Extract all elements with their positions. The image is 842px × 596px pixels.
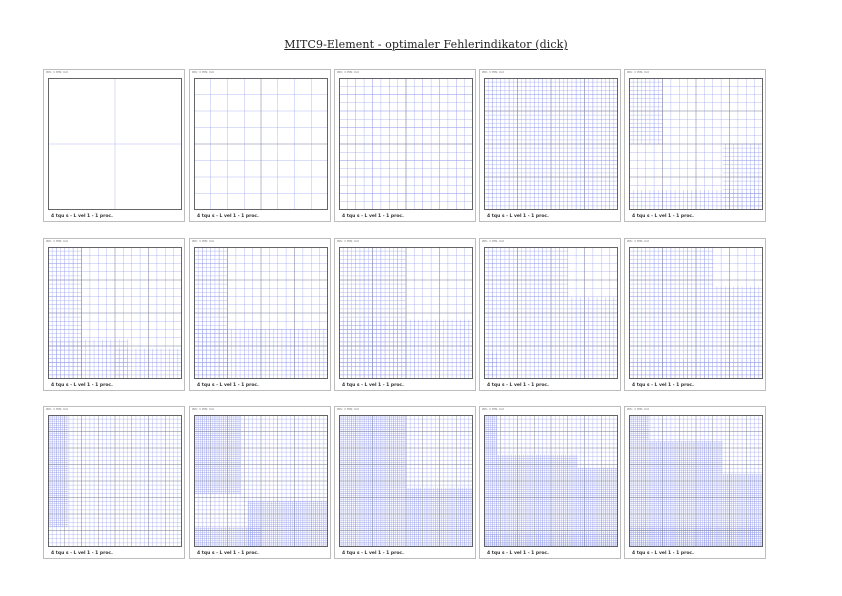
panel-tag: Wh: = PW: md xyxy=(337,407,359,411)
mesh-svg xyxy=(339,415,473,547)
mesh-panel xyxy=(479,69,621,222)
panel-tag: Wh: = PW: md xyxy=(46,239,68,243)
mesh-panel xyxy=(189,406,331,559)
fe-mesh xyxy=(194,415,328,547)
mesh-base-grid xyxy=(48,78,182,210)
mesh-svg xyxy=(484,247,618,379)
fe-mesh xyxy=(48,415,182,547)
mesh-svg xyxy=(194,415,328,547)
mesh-panel xyxy=(479,238,621,391)
panel-footer: 4 tqu s - L vel 1 - 1 proc. xyxy=(51,214,113,219)
panel-footer: 4 tqu s - L vel 1 - 1 proc. xyxy=(632,383,694,388)
mesh-refined-region xyxy=(649,441,723,547)
fe-mesh xyxy=(629,78,763,210)
mesh-element-outline xyxy=(194,78,328,210)
mesh-panel xyxy=(43,238,185,391)
mesh-panel xyxy=(624,406,766,559)
mesh-refined-region xyxy=(484,353,497,379)
mesh-svg xyxy=(339,78,473,210)
mesh-svg xyxy=(48,247,182,379)
panel-tag: Wh: = PW: md xyxy=(482,239,504,243)
panel-footer: 4 tqu s - L vel 1 - 1 proc. xyxy=(487,551,549,556)
panel-tag: Wh: = PW: md xyxy=(46,407,68,411)
mesh-refined-region xyxy=(578,468,618,547)
mesh-element-outline xyxy=(629,247,763,379)
panel-footer: 4 tqu s - L vel 1 - 1 proc. xyxy=(51,383,113,388)
fe-mesh xyxy=(339,415,473,547)
mesh-svg xyxy=(339,247,473,379)
panel-footer: 4 tqu s - L vel 1 - 1 proc. xyxy=(632,214,694,219)
mesh-element-outline xyxy=(629,415,763,547)
mesh-element-outline xyxy=(484,247,618,379)
mesh-panel xyxy=(334,406,476,559)
mesh-svg xyxy=(484,78,618,210)
panel-footer: 4 tqu s - L vel 1 - 1 proc. xyxy=(342,383,404,388)
mesh-element-outline xyxy=(629,78,763,210)
panel-footer: 4 tqu s - L vel 1 - 1 proc. xyxy=(51,551,113,556)
mesh-element-outline xyxy=(339,247,473,379)
mesh-svg xyxy=(629,247,763,379)
mesh-panel xyxy=(479,406,621,559)
panel-footer: 4 tqu s - L vel 1 - 1 proc. xyxy=(342,551,404,556)
mesh-element-outline xyxy=(48,415,182,547)
panel-tag: Wh: = PW: md xyxy=(192,239,214,243)
mesh-refined-region xyxy=(194,415,241,494)
mesh-element-outline xyxy=(48,247,182,379)
mesh-element-outline xyxy=(339,415,473,547)
mesh-refined-region xyxy=(723,474,763,547)
mesh-panel xyxy=(624,238,766,391)
mesh-element-outline xyxy=(484,78,618,210)
panel-footer: 4 tqu s - L vel 1 - 1 proc. xyxy=(197,383,259,388)
mesh-refined-region xyxy=(248,501,328,547)
fe-mesh xyxy=(484,415,618,547)
mesh-svg xyxy=(194,78,328,210)
panel-footer: 4 tqu s - L vel 1 - 1 proc. xyxy=(197,551,259,556)
mesh-panel xyxy=(334,238,476,391)
panel-footer: 4 tqu s - L vel 1 - 1 proc. xyxy=(197,214,259,219)
mesh-refined-region xyxy=(48,339,128,379)
panel-footer: 4 tqu s - L vel 1 - 1 proc. xyxy=(342,214,404,219)
mesh-panel xyxy=(334,69,476,222)
panel-tag: Wh: = PW: md xyxy=(337,239,359,243)
mesh-element-outline xyxy=(194,415,328,547)
fe-mesh xyxy=(339,78,473,210)
panel-tag: Wh: = PW: md xyxy=(627,239,649,243)
panel-tag: Wh: = PW: md xyxy=(627,407,649,411)
mesh-refined-region xyxy=(497,455,577,547)
mesh-svg xyxy=(629,78,763,210)
panel-tag: Wh: = PW: md xyxy=(337,70,359,74)
panel-footer: 4 tqu s - L vel 1 - 1 proc. xyxy=(632,551,694,556)
mesh-element-outline xyxy=(484,415,618,547)
fe-mesh xyxy=(629,415,763,547)
mesh-panel xyxy=(43,69,185,222)
fe-mesh xyxy=(194,247,328,379)
mesh-panel xyxy=(624,69,766,222)
fe-mesh xyxy=(194,78,328,210)
mesh-svg xyxy=(48,78,182,210)
fe-mesh xyxy=(484,247,618,379)
mesh-element-outline xyxy=(194,247,328,379)
mesh-panel xyxy=(43,406,185,559)
fe-mesh xyxy=(339,247,473,379)
mesh-svg xyxy=(48,415,182,547)
panel-tag: Wh: = PW: md xyxy=(482,70,504,74)
mesh-svg xyxy=(484,415,618,547)
mesh-refined-region xyxy=(713,287,763,379)
panel-tag: Wh: = PW: md xyxy=(627,70,649,74)
mesh-refined-region xyxy=(568,297,618,379)
panel-tag: Wh: = PW: md xyxy=(46,70,68,74)
fe-mesh xyxy=(48,247,182,379)
panel-tag: Wh: = PW: md xyxy=(192,407,214,411)
mesh-panel xyxy=(189,69,331,222)
mesh-refined-region xyxy=(48,415,68,527)
mesh-panel xyxy=(189,238,331,391)
panel-footer: 4 tqu s - L vel 1 - 1 proc. xyxy=(487,383,549,388)
panel-footer: 4 tqu s - L vel 1 - 1 proc. xyxy=(487,214,549,219)
mesh-element-outline xyxy=(339,78,473,210)
page-title: MITC9-Element - optimaler Fehlerindikator (dick) xyxy=(284,38,568,51)
fe-mesh xyxy=(48,78,182,210)
panel-tag: Wh: = PW: md xyxy=(192,70,214,74)
fe-mesh xyxy=(629,247,763,379)
mesh-svg xyxy=(194,247,328,379)
mesh-svg xyxy=(629,415,763,547)
fe-mesh xyxy=(484,78,618,210)
panel-tag: Wh: = PW: md xyxy=(482,407,504,411)
